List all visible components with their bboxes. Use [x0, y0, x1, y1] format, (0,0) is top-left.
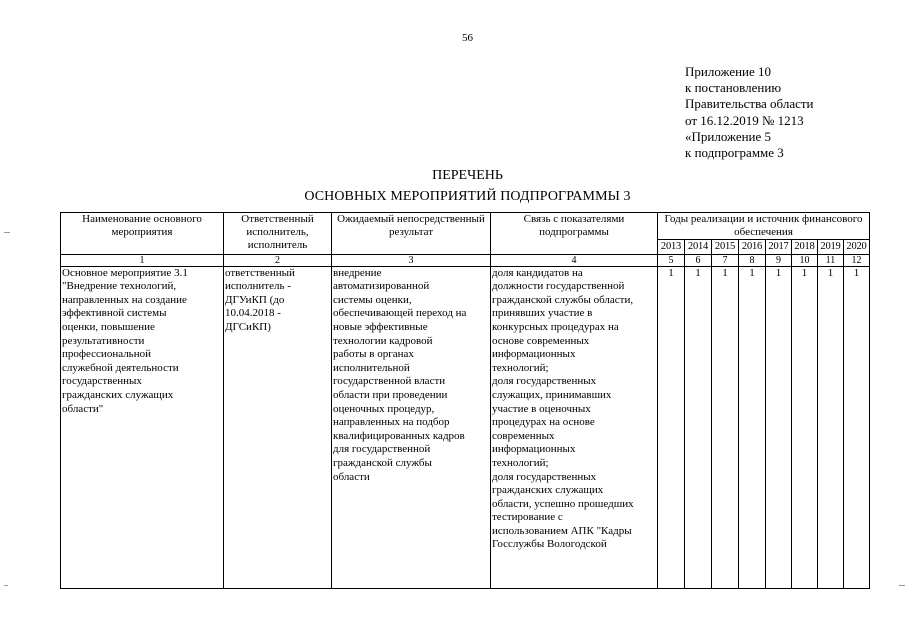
year-value-cell: 1	[685, 266, 712, 588]
header-indicators: Связь с показателями подпрограммы	[491, 213, 658, 255]
header-year: 2014	[685, 240, 712, 255]
appendix-reference	[685, 64, 814, 161]
document-title: ПЕРЕЧЕНЬ	[432, 168, 503, 183]
column-number: 5	[658, 254, 685, 266]
column-number: 12	[844, 254, 870, 266]
column-number: 6	[685, 254, 712, 266]
column-number: 7	[712, 254, 739, 266]
header-measure: Наименование основного мероприятия	[61, 213, 224, 255]
measures-table	[60, 212, 870, 589]
year-value-cell: 1	[739, 266, 766, 588]
year-value-cell: 1	[712, 266, 739, 588]
result-cell: внедрение автоматизированной системы оценки, обеспечивающей переход на новые эффективные технологии кадровой работы в органах исполнительной государственной власти области при проведении оценочных процедур, направленных на подбор квалифицированных кадров для государственной гражданской службы области	[332, 266, 491, 588]
column-number: 11	[818, 254, 844, 266]
column-number: 2	[224, 254, 332, 266]
indicators-cell: доля кандидатов на должности государственной гражданской службы области, принявших участие в конкурсных процедурах на основе современных информационных технологий; доля государственных служащих, принимавших участие в оценочных процедурах на основе современных информационных технологий; доля государственных гражданских служащих области, успешно прошедших тестирование с использованием АПК "Кадры Госслужбы Вологодской	[491, 266, 658, 588]
table-row	[61, 266, 870, 588]
page-number: 56	[462, 32, 473, 44]
year-value-cell: 1	[658, 266, 685, 588]
appendix-line: Правительства области	[685, 96, 814, 112]
document-subtitle: ОСНОВНЫХ МЕРОПРИЯТИЙ ПОДПРОГРАММЫ 3	[304, 189, 631, 204]
header-year: 2016	[739, 240, 766, 255]
appendix-line: от 16.12.2019 № 1213	[685, 112, 804, 128]
appendix-line: к подпрограмме 3	[685, 145, 784, 161]
header-year: 2019	[818, 240, 844, 255]
measure-cell: Основное мероприятие 3.1 "Внедрение технологий, направленных на создание эффективной системы оценки, повышение результативности профессиональной служебной деятельности государственных гражданских служащих области"	[61, 266, 224, 588]
column-number: 1	[61, 254, 224, 266]
header-result: Ожидаемый непосредственный результат	[332, 213, 491, 255]
header-year: 2017	[766, 240, 792, 255]
year-value-cell: 1	[844, 266, 870, 588]
margin-mark	[899, 585, 905, 586]
header-row	[61, 213, 870, 240]
header-year: 2013	[658, 240, 685, 255]
column-number: 9	[766, 254, 792, 266]
column-number-row	[61, 254, 870, 266]
header-year: 2018	[792, 240, 818, 255]
appendix-line: «Приложение 5	[685, 128, 772, 144]
margin-mark	[4, 585, 8, 586]
column-number: 3	[332, 254, 491, 266]
header-executor: Ответственный исполнитель, исполнитель	[224, 213, 332, 255]
header-years-group: Годы реализации и источник финансового обеспечения	[658, 213, 870, 240]
appendix-line: Приложение 10	[685, 64, 772, 79]
column-number: 4	[491, 254, 658, 266]
column-number: 8	[739, 254, 766, 266]
year-value-cell: 1	[792, 266, 818, 588]
header-year: 2015	[712, 240, 739, 255]
header-year: 2020	[844, 240, 870, 255]
appendix-line: к постановлению	[685, 80, 782, 96]
column-number: 10	[792, 254, 818, 266]
year-value-cell: 1	[766, 266, 792, 588]
margin-mark	[4, 232, 10, 233]
year-value-cell: 1	[818, 266, 844, 588]
executor-cell: ответственный исполнитель - ДГУиКП (до 10.04.2018 - ДГСиКП)	[224, 266, 332, 588]
